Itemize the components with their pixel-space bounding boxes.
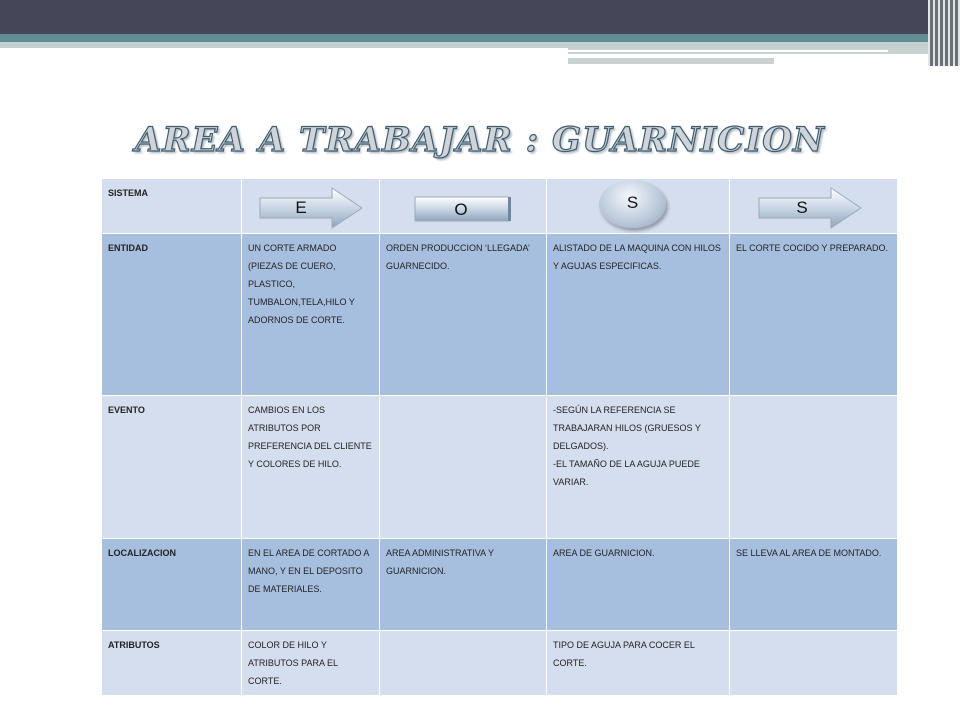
arrow-label: E — [295, 198, 307, 217]
table-row — [102, 539, 898, 631]
table-cell: AREA DE GUARNICION. — [547, 539, 730, 631]
state-arrow-icon — [757, 186, 865, 230]
row-label: ATRIBUTOS — [102, 631, 242, 696]
table-cell: EL CORTE COCIDO Y PREPARADO. — [730, 234, 898, 396]
table-row — [102, 631, 898, 696]
table-cell: TIPO DE AGUJA PARA COCER EL CORTE. — [547, 631, 730, 696]
state-circle-icon: S — [599, 180, 666, 228]
row-label: SISTEMA — [102, 179, 242, 234]
corner-decoration — [928, 0, 960, 66]
table-cell: ALISTADO DE LA MAQUINA CON HILOS Y AGUJAS ESPECIFICAS. — [547, 234, 730, 396]
object-box-icon — [414, 194, 512, 224]
top-banner — [0, 0, 960, 34]
table-cell — [380, 396, 547, 539]
accent-stripe — [568, 58, 774, 64]
box-label: O — [454, 200, 468, 219]
table-row — [102, 234, 898, 396]
table-cell — [380, 631, 547, 696]
table-cell: AREA ADMINISTRATIVA Y GUARNICION. — [380, 539, 547, 631]
row-label: LOCALIZACION — [102, 539, 242, 631]
table-cell: SE LLEVA AL AREA DE MONTADO. — [730, 539, 898, 631]
row-label: EVENTO — [102, 396, 242, 539]
table-cell — [730, 631, 898, 696]
table-cell: EN EL AREA DE CORTADO A MANO, Y EN EL DEPOSITO DE MATERIALES. — [242, 539, 380, 631]
table-cell: CAMBIOS EN LOS ATRIBUTOS POR PREFERENCIA DEL CLIENTE Y COLORES DE HILO. — [242, 396, 380, 539]
table-row — [102, 396, 898, 539]
accent-line — [568, 50, 888, 52]
accent-stripe — [0, 34, 960, 42]
row-label: ENTIDAD — [102, 234, 242, 396]
table-cell: -SEGÚN LA REFERENCIA SE TRABAJARAN HILOS (GRUESOS Y DELGADOS). -EL TAMAÑO DE LA AGUJA PUEDE VARIAR. — [547, 396, 730, 539]
table-cell: ORDEN PRODUCCION ‘LLEGADA’ GUARNECIDO. — [380, 234, 547, 396]
system-table — [101, 178, 898, 696]
table-cell: UN CORTE ARMADO (PIEZAS DE CUERO, PLASTICO, TUMBALON,TELA,HILO Y ADORNOS DE CORTE. — [242, 234, 380, 396]
table-cell: COLOR DE HILO Y ATRIBUTOS PARA EL CORTE. — [242, 631, 380, 696]
arrow-label: S — [796, 198, 808, 217]
entity-arrow-icon — [258, 186, 366, 230]
slide-title: AREA A TRABAJAR : GUARNICION — [135, 120, 825, 160]
table-cell — [730, 396, 898, 539]
